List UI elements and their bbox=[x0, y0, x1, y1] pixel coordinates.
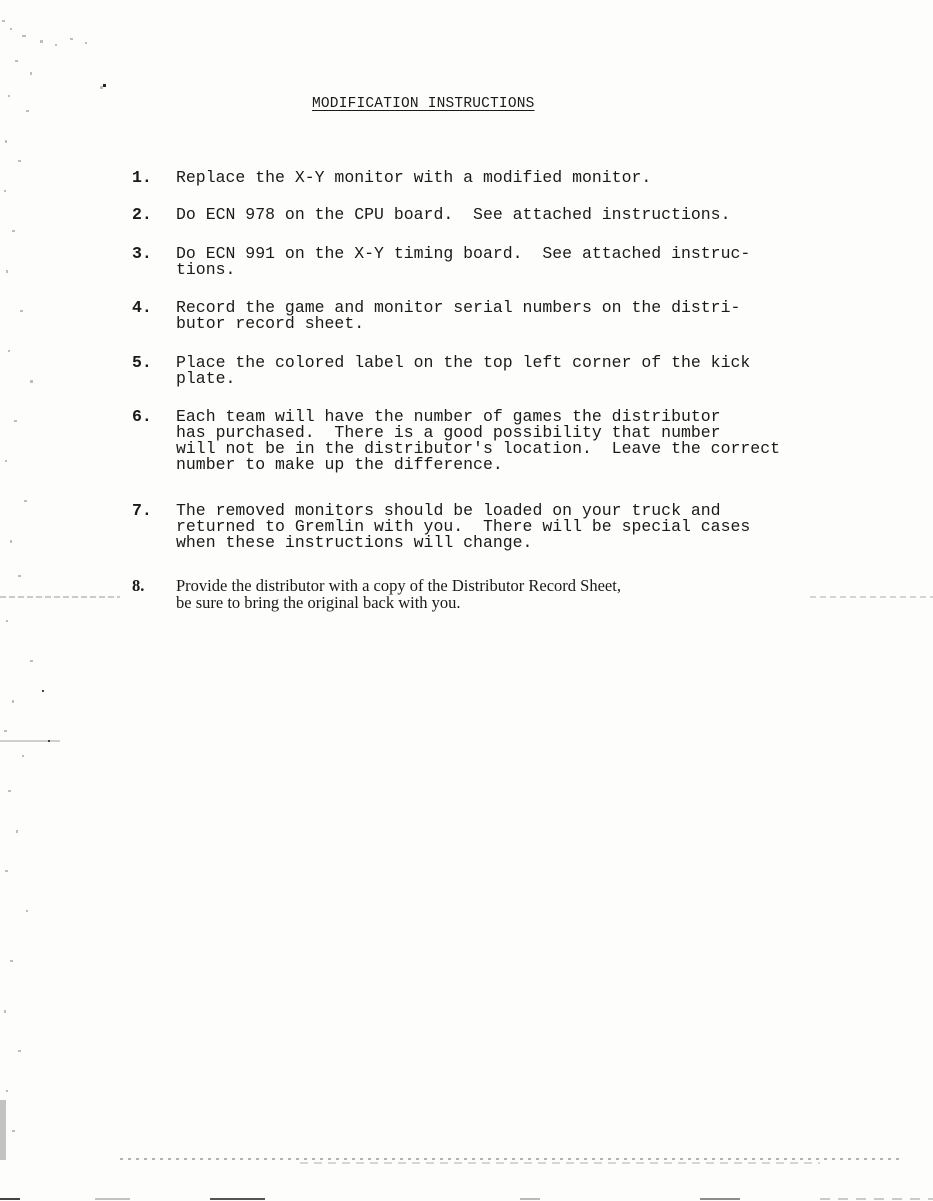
item-number: 3. bbox=[132, 244, 152, 263]
item-number: 1. bbox=[132, 168, 152, 187]
item-number: 4. bbox=[132, 298, 152, 317]
item-text: Place the colored label on the top left corner of the kick plate. bbox=[176, 353, 751, 388]
item-number: 2. bbox=[132, 205, 152, 224]
item-number: 7. bbox=[132, 501, 152, 520]
item-number: 6. bbox=[132, 407, 152, 426]
item-text: Do ECN 991 on the X-Y timing board. See attached instruc- tions. bbox=[176, 244, 751, 279]
item-text: Do ECN 978 on the CPU board. See attached instructions. bbox=[176, 205, 731, 224]
scan-noise-left bbox=[0, 0, 120, 1201]
item-text: Replace the X-Y monitor with a modified monitor. bbox=[176, 168, 652, 187]
item-number: 8. bbox=[132, 576, 145, 595]
item-text: Record the game and monitor serial numbers on the distri- butor record sheet. bbox=[176, 298, 741, 333]
item-number: 5. bbox=[132, 353, 152, 372]
item-text: Each team will have the number of games the distributor has purchased. There is a good possibility that number will not be in the distributor's location. Leave the correct number to make up the difference. bbox=[176, 407, 780, 474]
scan-noise-bottom bbox=[0, 1141, 933, 1201]
item-text: The removed monitors should be loaded on your truck and returned to Gremlin with you. There will be special cases when these instructions will change. bbox=[176, 501, 751, 552]
item-text: Provide the distributor with a copy of the Distributor Record Sheet, be sure to bring the original back with you. bbox=[176, 576, 621, 612]
document-title: MODIFICATION INSTRUCTIONS bbox=[312, 96, 535, 112]
